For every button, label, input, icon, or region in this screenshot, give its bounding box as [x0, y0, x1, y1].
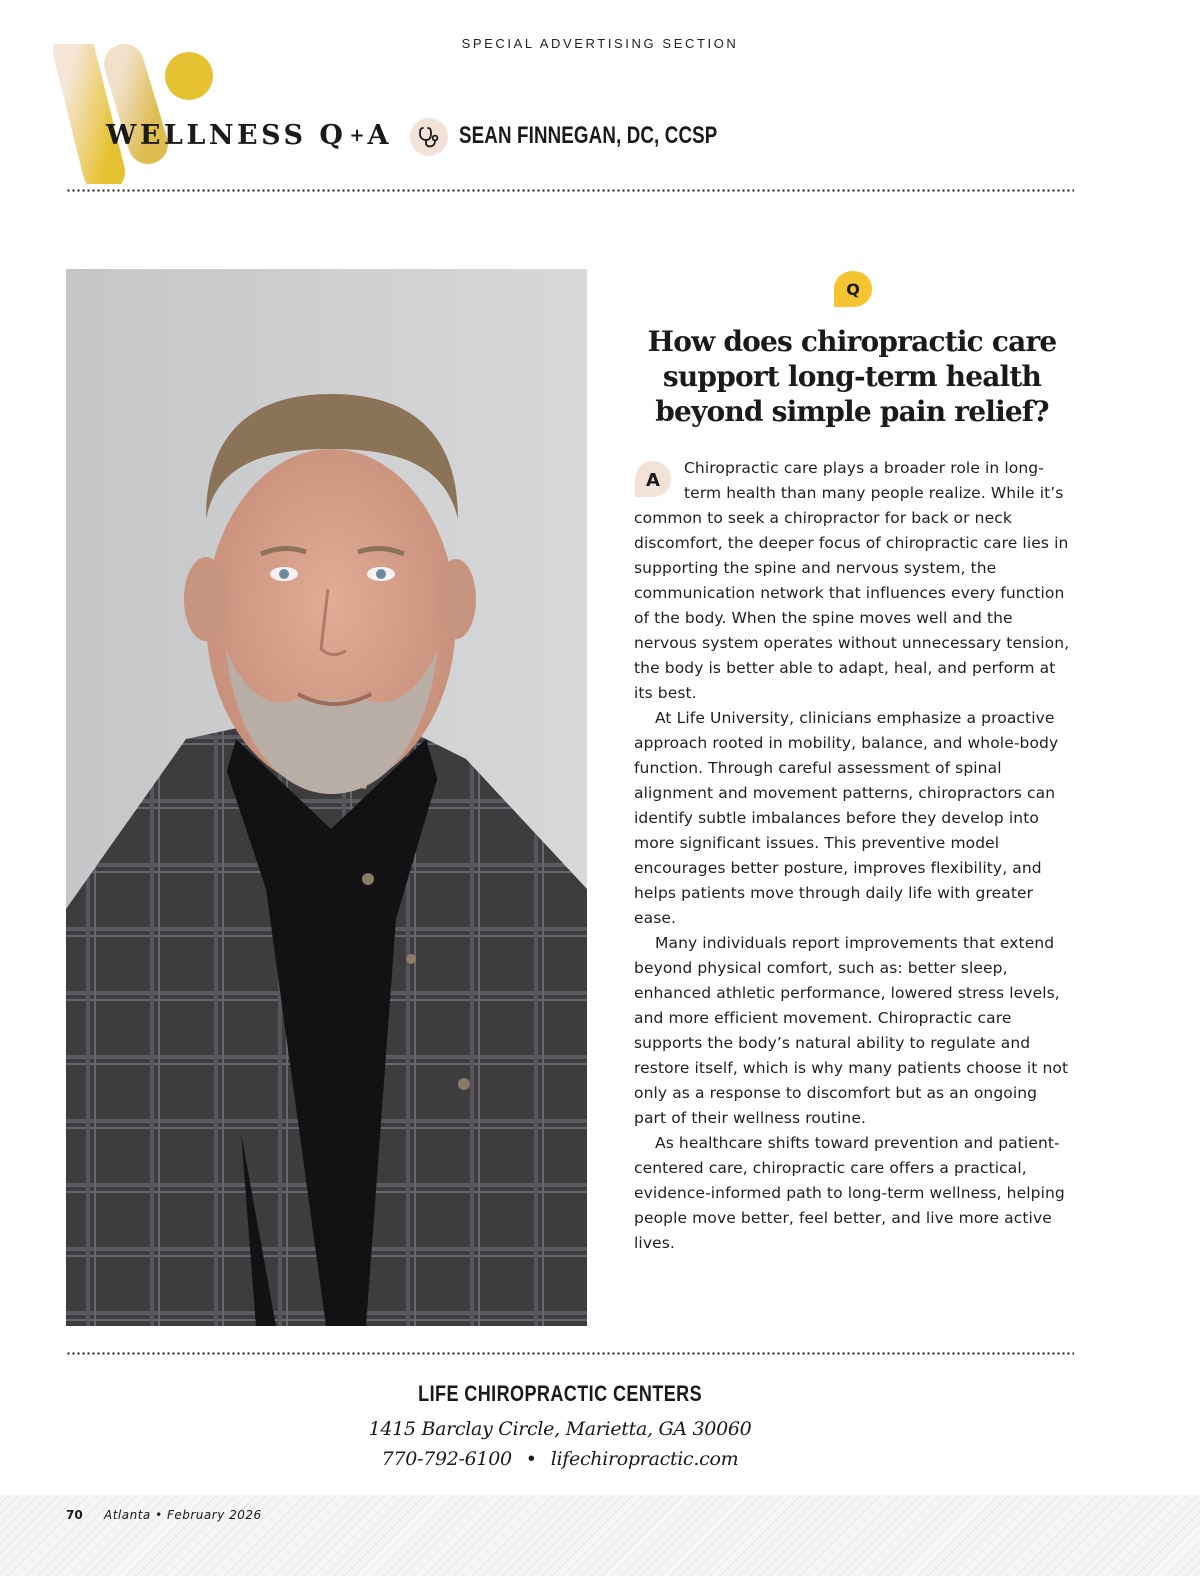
business-name: LIFE CHIROPRACTIC CENTERS [418, 1381, 702, 1406]
q-speech-bubble-icon [833, 270, 873, 308]
brand-title: WELLNESS Q + A [106, 120, 392, 151]
svg-text:Q: Q [846, 280, 860, 299]
answer-paragraph: At Life University, clinicians emphasize a proactive approach rooted in mobility, balance, and whole-body function. Through careful assessment of spinal alignment and movement patterns, chiropractors can identify subtle imbalances before they develop into more significant issues. This preventive model encourages better posture, improves flexibility, and helps patients move through daily life with greater ease. [634, 709, 1059, 927]
author-name: SEAN FINNEGAN, DC, CCSP [459, 122, 718, 149]
answer-paragraph: Many individuals report improvements that extend beyond physical comfort, such as: better sleep, enhanced athletic performance, lowered stress levels, and more efficient movement. Chiropractic care supports the body’s natural ability to regulate and restore itself, which is why many patients choose it not only as a response to discomfort but as an ongoing part of their wellness routine. [634, 934, 1069, 1127]
question-heading: How does chiropractic care support long-term health beyond simple pain relief? [647, 325, 1057, 428]
business-contact [0, 1448, 1120, 1470]
stethoscope-icon [410, 118, 448, 156]
answer-paragraph: Chiropractic care plays a broader role in long-term health than many people realize. While it’s common to seek a chiropractor for back or neck discomfort, the deeper focus of chiropractic care lies in supporting the spine and nervous system, the communication network that influences every function of the body. When the spine moves well and the nervous system operates without unnecessary tension, the body is better able to adapt, heal, and perform at its best. [634, 459, 1070, 702]
answer-paragraph: As healthcare shifts toward prevention and patient-centered care, chiropractic care offers a practical, evidence-informed path to long-term wellness, helping people move better, feel better, and live more active lives. [634, 1134, 1065, 1252]
business-website[interactable]: lifechiropractic.com [550, 1448, 739, 1470]
section-label: SPECIAL ADVERTISING SECTION [461, 36, 739, 51]
bottom-divider [66, 1352, 1074, 1355]
a-speech-bubble-icon [634, 460, 672, 498]
contact-separator: • [525, 1448, 537, 1470]
business-address: 1415 Barclay Circle, Marietta, GA 30060 [368, 1418, 752, 1440]
author-portrait [66, 269, 587, 1326]
answer-body [634, 456, 1070, 1256]
publication-folio: Atlanta • February 2026 [104, 1508, 262, 1522]
business-phone: 770-792-6100 [381, 1448, 512, 1470]
wellness-logo-icon [44, 44, 224, 184]
svg-text:A: A [646, 470, 660, 491]
page-number: 70 [66, 1508, 83, 1522]
top-divider [66, 189, 1074, 192]
